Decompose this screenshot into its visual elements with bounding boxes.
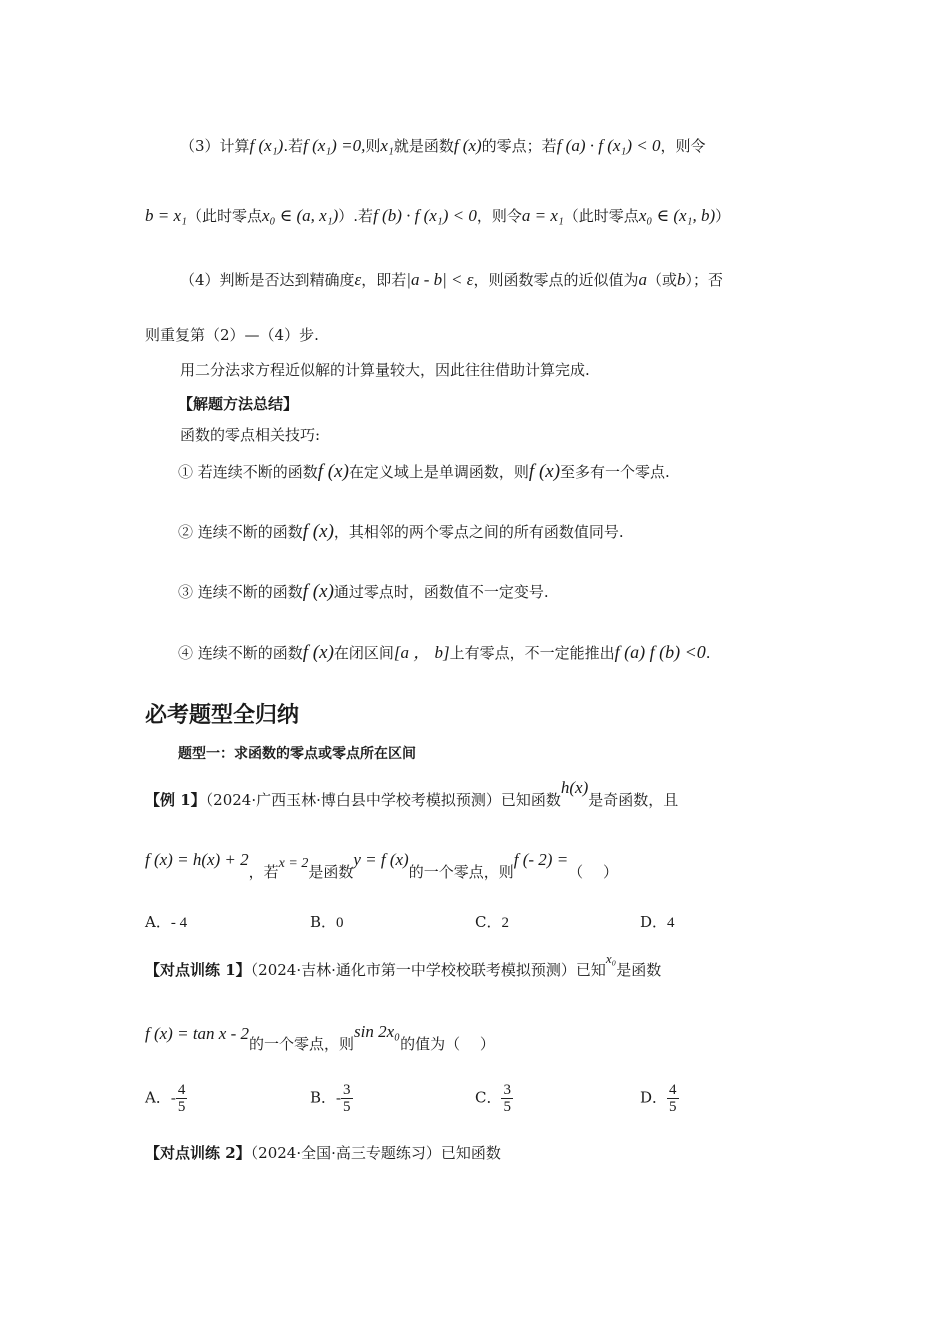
option-label: B．	[310, 1088, 337, 1107]
text: （2024·全国·高三专题练习）已知函数	[250, 1144, 501, 1162]
denominator: 5	[669, 1099, 677, 1115]
text: .若	[283, 137, 304, 155]
tip-2	[178, 522, 624, 542]
text: 上有零点，不一定能推出	[449, 644, 615, 662]
option-c[interactable]	[475, 912, 509, 933]
option-label: C．	[475, 1088, 502, 1107]
math-interval: x₀ ∈ (x₁, b)	[638, 206, 716, 225]
math-interval: x₀ ∈ (a, x₁)	[261, 206, 339, 225]
option-sign: -	[336, 1090, 342, 1107]
text: 的零点；若	[481, 137, 557, 155]
fraction	[501, 1082, 513, 1115]
text: ④ 连续不断的函数	[178, 644, 303, 662]
denominator: 5	[177, 1099, 186, 1115]
math-a: a	[638, 270, 647, 289]
option-value: 4	[667, 915, 675, 931]
text: ，则函数零点的近似值为	[473, 271, 639, 289]
option-a[interactable]	[145, 912, 187, 933]
option-label: D．	[640, 1088, 668, 1107]
practice1-line1	[145, 951, 662, 981]
option-label: A．	[145, 913, 171, 931]
math-fx: f (x)	[302, 521, 334, 542]
example1-line2	[145, 850, 618, 884]
denominator: 5	[343, 1099, 351, 1115]
math-sin: sin 2x₀	[354, 1022, 401, 1041]
math-product: f (a) · f (x₁) < 0	[556, 136, 661, 155]
text: 的一个零点，则	[249, 1035, 355, 1053]
option-c[interactable]	[475, 1082, 513, 1115]
text: ）	[715, 207, 731, 225]
text: ，若	[248, 863, 279, 881]
tip-1	[178, 462, 670, 482]
numerator: 4	[669, 1082, 677, 1098]
math-interval: [a ， b]	[393, 643, 450, 662]
option-label: C．	[475, 913, 502, 931]
option-b[interactable]	[310, 1082, 353, 1115]
math-a-eq: a = x₁	[521, 206, 564, 225]
math-product: f (b) · f (x₁) < 0	[373, 206, 477, 225]
text: （2024·吉林·通化市第一中学校校联考模拟预测）已知	[250, 961, 606, 979]
tip-3	[178, 582, 549, 602]
option-b[interactable]	[310, 912, 344, 933]
math-y-fx: y = f (x)	[353, 850, 409, 869]
text: 就是函数	[393, 137, 454, 155]
text: 是奇函数，且	[588, 791, 679, 809]
option-label: A．	[145, 1088, 171, 1107]
numerator: 4	[177, 1082, 186, 1098]
option-value: 0	[336, 915, 344, 931]
text: 是函数	[308, 863, 354, 881]
text: 则	[365, 137, 381, 155]
text: ）；否	[685, 271, 723, 289]
option-a[interactable]	[145, 1082, 187, 1115]
step4-line1	[180, 270, 723, 290]
denominator: 5	[503, 1099, 511, 1115]
numerator: 3	[343, 1082, 351, 1098]
practice1-line2	[145, 1022, 495, 1054]
math-equation: f (x) = h(x) + 2	[145, 850, 249, 869]
paragraph-calc: 用二分法求方程近似解的计算量较大，因此往往借助计算完成.	[180, 361, 590, 379]
fraction	[176, 1082, 188, 1115]
text: ③ 连续不断的函数	[178, 583, 303, 601]
answer-paren: （ ）	[568, 863, 618, 881]
text: （此时零点	[186, 207, 262, 225]
text: 是函数	[616, 961, 662, 979]
numerator: 3	[503, 1082, 511, 1098]
fraction	[341, 1082, 353, 1115]
math-fx: f (x)	[302, 581, 334, 602]
text: ① 若连续不断的函数	[178, 463, 318, 481]
text: ）.若	[338, 207, 374, 225]
text: （此时零点	[563, 207, 639, 225]
text: （4）判断是否达到精确度	[180, 271, 355, 289]
option-value: 2	[501, 915, 509, 931]
option-value: - 4	[170, 915, 188, 931]
math-x-eq-2: x = 2	[278, 856, 309, 871]
text: 在定义域上是单调函数，则	[348, 463, 529, 481]
text: ，其相邻的两个零点之间的所有函数值同号.	[333, 523, 624, 541]
math-condition: f (x₁) =0,	[303, 136, 366, 155]
fraction	[667, 1082, 679, 1115]
option-d[interactable]	[640, 912, 675, 933]
text: （2024·广西玉林·博白县中学校考模拟预测）已知函数	[205, 791, 561, 809]
example-label: 【例 1】	[145, 791, 206, 809]
math-epsilon: ε	[354, 270, 362, 289]
math-condition: |a - b| < ε	[406, 270, 474, 289]
step3-line2	[145, 206, 730, 226]
text: 至多有一个零点.	[560, 463, 670, 481]
math-fx: f (x)	[528, 461, 561, 482]
practice2-line1	[145, 1143, 501, 1163]
text: ② 连续不断的函数	[178, 523, 303, 541]
summary-heading: 【解题方法总结】	[178, 395, 299, 413]
option-label: D．	[640, 913, 668, 931]
text: （3）计算	[180, 137, 250, 155]
type1-title: 题型一：求函数的零点或零点所在区间	[178, 746, 416, 762]
text: 通过零点时，函数值不一定变号.	[333, 583, 549, 601]
math-x0: x₀	[605, 951, 617, 966]
practice-label: 【对点训练 1】	[145, 961, 251, 979]
text: .	[705, 644, 711, 662]
text: （或	[646, 271, 677, 289]
section-title: 必考题型全归纳	[145, 703, 300, 728]
option-sign: -	[170, 1090, 176, 1107]
text: ，即若	[361, 271, 407, 289]
text: ，则令	[660, 137, 706, 155]
text: 在闭区间	[333, 644, 394, 662]
math-b-eq: b = x₁	[145, 206, 187, 225]
text: ，则令	[476, 207, 522, 225]
math-x1: x₁	[380, 136, 394, 155]
tip-4	[178, 642, 711, 663]
math-fx: f (x)	[453, 136, 482, 155]
math-hx: h(x)	[560, 778, 589, 797]
step4-line2: 则重复第（2）—（4）步.	[145, 326, 319, 344]
math-b: b	[676, 270, 686, 289]
math-f-minus-2: f (- 2) =	[513, 850, 569, 869]
math-equation: f (x) = tan x - 2	[145, 1024, 249, 1043]
practice-label: 【对点训练 2】	[145, 1144, 251, 1162]
math-fx: f (x)	[317, 461, 349, 482]
option-label: B．	[310, 913, 337, 931]
example1-line1	[145, 778, 679, 810]
text: 的一个零点，则	[408, 863, 514, 881]
math-fx: f (x)	[302, 642, 334, 663]
math-product: f (a) f (b) <0	[614, 642, 706, 662]
step3-line1	[180, 136, 705, 156]
option-d[interactable]	[640, 1082, 679, 1115]
text: 的值为（ ）	[400, 1035, 495, 1053]
summary-intro: 函数的零点相关技巧:	[180, 426, 321, 444]
math-f-x1: f (x₁)	[249, 136, 284, 155]
